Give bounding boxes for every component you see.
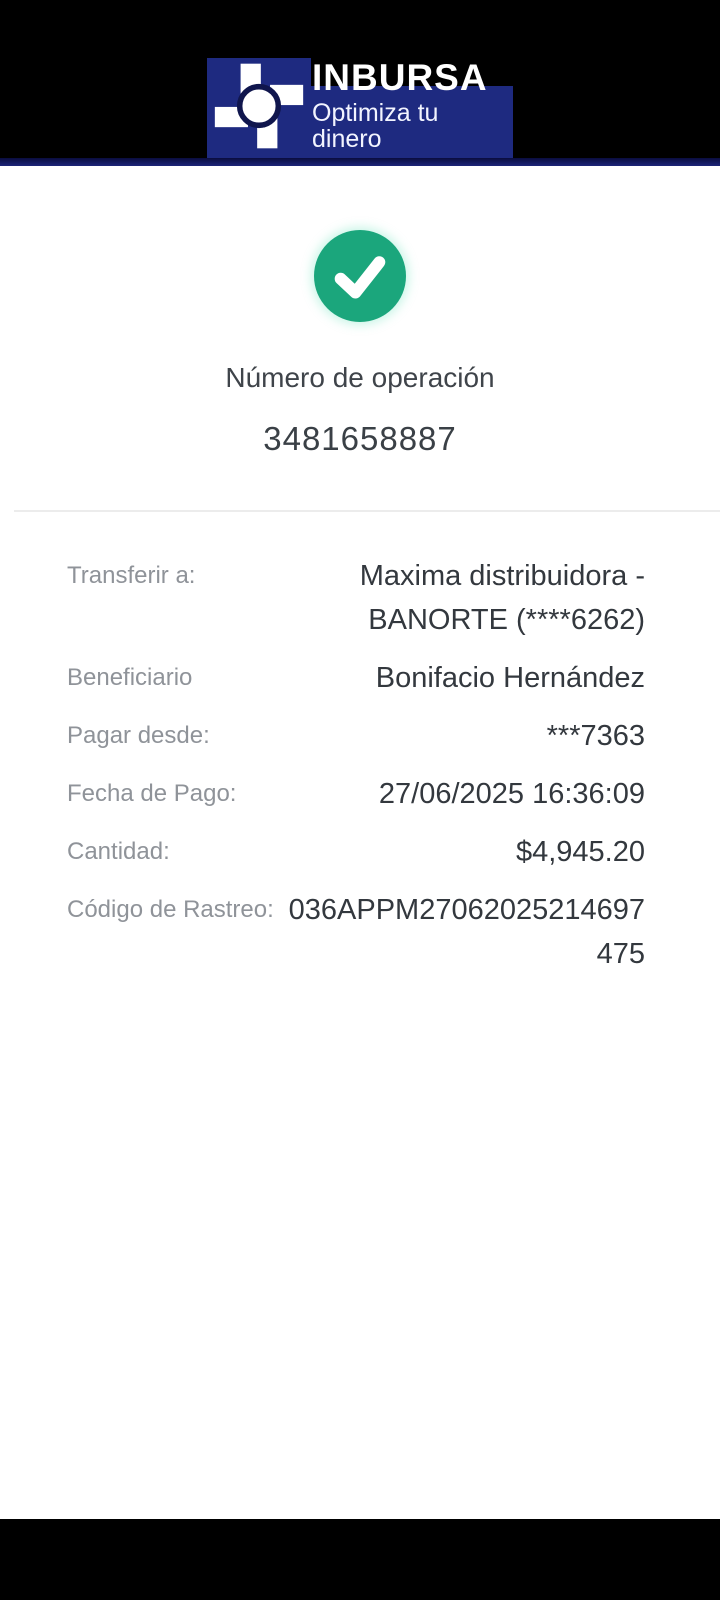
success-indicator <box>0 230 720 322</box>
operation-number-label: Número de operación <box>225 362 495 393</box>
logo-text-block <box>312 56 512 153</box>
detail-row-transfer-to <box>67 554 645 642</box>
detail-label: Cantidad: <box>67 838 170 865</box>
detail-row-amount <box>67 830 645 874</box>
header-accent-strip <box>0 158 720 166</box>
success-circle <box>314 230 406 322</box>
detail-row-tracking-code <box>67 888 645 976</box>
detail-row-payment-date <box>67 772 645 816</box>
detail-value: 036APPM27062025214697475 <box>288 894 645 970</box>
section-divider <box>14 510 720 512</box>
detail-label: Transferir a: <box>67 562 196 589</box>
brand-name: INBURSA <box>312 56 488 98</box>
brand-tagline: Optimiza tu dinero <box>312 98 439 153</box>
inbursa-logo-icon <box>213 60 305 152</box>
detail-row-beneficiary <box>67 656 645 700</box>
detail-value: $4,945.20 <box>515 836 645 868</box>
detail-row-pay-from <box>67 714 645 758</box>
detail-label: Fecha de Pago: <box>67 780 237 807</box>
bottom-system-bar <box>0 1519 720 1600</box>
detail-value: Maxima distribuidora -BANORTE (****6262) <box>359 560 645 636</box>
operation-number-value: 3481658887 <box>263 420 457 457</box>
detail-value: Bonifacio Hernández <box>375 662 645 694</box>
detail-label: Beneficiario <box>67 664 193 691</box>
receipt-details <box>0 554 720 976</box>
detail-label: Pagar desde: <box>67 722 210 749</box>
receipt-content <box>0 230 720 976</box>
checkmark-icon <box>314 230 406 322</box>
detail-value: 27/06/2025 16:36:09 <box>378 778 645 810</box>
detail-label: Código de Rastreo: <box>67 896 274 923</box>
header-bar <box>0 0 720 158</box>
detail-value: ***7363 <box>546 720 645 752</box>
